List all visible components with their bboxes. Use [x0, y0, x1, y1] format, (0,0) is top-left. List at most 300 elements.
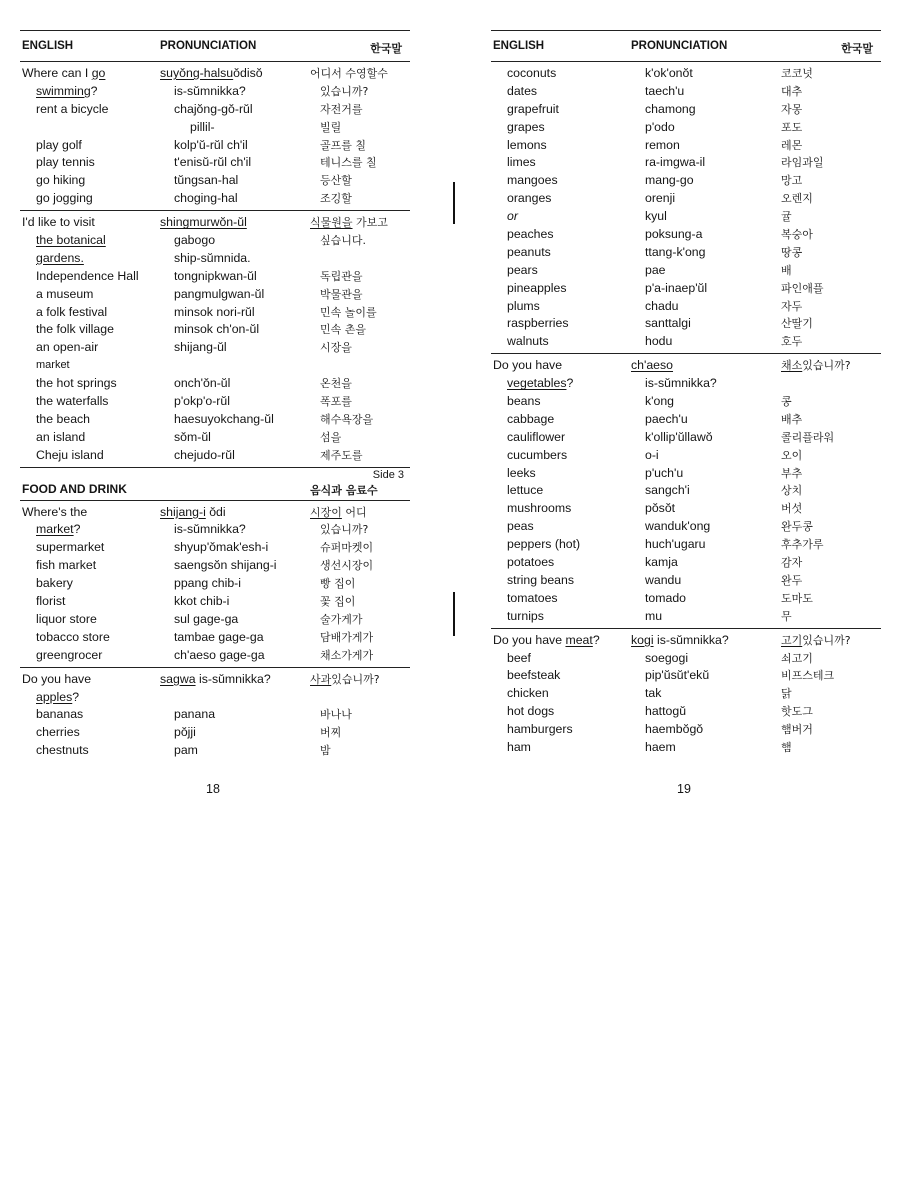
section-vegetables — [491, 353, 881, 627]
english-text: pears — [507, 262, 538, 277]
phrase-row — [491, 244, 881, 262]
korean-text: 박물관을 — [320, 287, 363, 301]
korean-text: 어디서 수영할수 — [310, 67, 388, 80]
pronunciation-text: t'enisŭ-rŭl ch'il — [174, 155, 252, 170]
english-text: fish market — [36, 558, 97, 573]
korean-text: 독립관을 — [320, 269, 363, 283]
korean-text: 슈퍼마켓이 — [320, 541, 374, 555]
korean-text: 레몬 — [781, 138, 803, 152]
english-text: lettuce — [507, 483, 544, 498]
pronunciation-text: poksung-a — [645, 227, 703, 242]
korean-text: 완두콩 — [781, 520, 813, 534]
phrase-row — [20, 214, 410, 232]
korean-text: 완두 — [781, 573, 803, 587]
pronunciation-text: is-sŭmnikka? — [174, 522, 246, 537]
english-text: leeks — [507, 465, 536, 480]
english-text: play tennis — [36, 155, 95, 170]
phrase-row — [491, 721, 881, 739]
korean-text: 조깅할 — [320, 192, 352, 206]
phrase-row — [20, 65, 410, 83]
english-text: vegetables? — [507, 376, 574, 391]
korean-text: 버섯 — [781, 502, 803, 516]
phrase-row — [491, 375, 881, 393]
korean-text: 핫도그 — [781, 705, 813, 719]
korean-text: 식물원을 가보고 — [310, 216, 388, 230]
english-text: plums — [507, 298, 540, 313]
phrase-row — [491, 685, 881, 703]
korean-text: 감자 — [781, 556, 803, 570]
pronunciation-text: haembŏgŏ — [645, 722, 704, 737]
korean-text: 귤 — [781, 210, 792, 224]
korean-text: 자전거를 — [320, 102, 363, 116]
pronunciation-text: tambae gage-ga — [174, 629, 264, 644]
english-text: peaches — [507, 227, 554, 242]
pronunciation-text: haem — [645, 739, 676, 754]
pronunciation-text: chadu — [645, 298, 679, 313]
korean-text: 라임과일 — [781, 156, 824, 170]
phrase-row — [20, 539, 410, 557]
korean-text: 테니스를 칠 — [320, 156, 377, 170]
english-text: rent a bicycle — [36, 101, 109, 116]
left-page — [20, 30, 410, 796]
margin-mark — [453, 592, 455, 636]
pronunciation-text: kogi is-sŭmnikka? — [631, 632, 729, 647]
pronunciation-text: hattogŭ — [645, 704, 687, 719]
pronunciation-text: taech'u — [645, 83, 685, 98]
english-text: gardens. — [36, 250, 84, 265]
phrase-row — [491, 172, 881, 190]
english-text: oranges — [507, 191, 552, 206]
korean-text: 상치 — [781, 484, 803, 498]
phrase-row — [20, 268, 410, 286]
english-text: Where can I go — [22, 66, 106, 80]
phrase-row — [20, 706, 410, 724]
pronunciation-text: ch'aeso gage-ga — [174, 647, 265, 662]
pronunciation-text: wandu — [645, 572, 682, 587]
english-text: peas — [507, 519, 534, 534]
korean-text: 고기있습니까? — [781, 633, 851, 647]
pronunciation-text: pam — [174, 743, 198, 758]
english-text: walnuts — [507, 334, 549, 349]
section-fruits — [491, 61, 881, 353]
english-text: beans — [507, 394, 541, 409]
header-english: ENGLISH — [493, 40, 545, 52]
english-text: I'd like to visit — [22, 215, 95, 230]
phrase-row — [491, 518, 881, 536]
side-label: Side 3 — [372, 468, 404, 481]
phrase-row — [20, 724, 410, 742]
phrase-row — [20, 521, 410, 539]
korean-text: 자몽 — [781, 102, 803, 116]
phrase-row — [20, 137, 410, 155]
english-text: turnips — [507, 608, 544, 623]
english-text: cherries — [36, 725, 80, 740]
english-text: cucumbers — [507, 447, 568, 462]
pronunciation-text: pillil- — [190, 119, 215, 134]
pronunciation-text: mang-go — [645, 173, 694, 188]
pronunciation-text: panana — [174, 707, 216, 722]
pronunciation-text: soegogi — [645, 650, 689, 665]
phrase-row — [20, 557, 410, 575]
phrase-row — [20, 504, 410, 522]
pronunciation-text: tak — [645, 686, 662, 701]
korean-text: 있습니까? — [320, 523, 369, 537]
english-text: dates — [507, 83, 538, 98]
column-headers — [20, 31, 410, 61]
english-text: mushrooms — [507, 501, 572, 516]
section-meat — [491, 628, 881, 759]
pronunciation-text: orenji — [645, 191, 676, 206]
phrase-row — [20, 286, 410, 304]
phrase-row — [491, 154, 881, 172]
english-text: ham — [507, 739, 531, 754]
pronunciation-text: hodu — [645, 334, 673, 349]
phrase-row — [20, 611, 410, 629]
korean-text: 콜리플라워 — [781, 430, 835, 444]
pronunciation-text: minsok nori-rŭl — [174, 304, 255, 319]
pronunciation-text: kamja — [645, 555, 678, 570]
english-text: coconuts — [507, 66, 557, 80]
english-text: a museum — [36, 286, 94, 301]
phrase-row — [491, 65, 881, 83]
english-text: or — [507, 209, 518, 224]
pronunciation-text: chajŏng-gŏ-rŭl — [174, 101, 253, 116]
pronunciation-text: chamong — [645, 101, 696, 116]
korean-text: 담배가게가 — [320, 630, 374, 644]
phrase-row — [491, 119, 881, 137]
phrase-row — [491, 298, 881, 316]
pronunciation-text: p'a-inaep'ŭl — [645, 280, 708, 295]
english-text: string beans — [507, 572, 574, 587]
header-korean: 한국말 — [841, 42, 873, 55]
margin-mark — [453, 182, 455, 224]
english-text: chestnuts — [36, 743, 89, 758]
pronunciation-text: ship-sŭmnida. — [174, 250, 251, 265]
english-text: supermarket — [36, 540, 105, 555]
pronunciation-text: shijang-i ŏdi — [160, 504, 226, 519]
korean-text: 생선시장이 — [320, 559, 374, 573]
phrase-row — [20, 172, 410, 190]
pronunciation-text: wanduk'ong — [645, 519, 711, 534]
english-text: grapefruit — [507, 101, 559, 116]
pronunciation-text: tomado — [645, 590, 687, 605]
phrase-row — [20, 357, 410, 375]
phrase-row — [20, 447, 410, 465]
phrase-row — [20, 339, 410, 357]
korean-text: 산딸기 — [781, 317, 813, 331]
english-text: Cheju island — [36, 447, 104, 462]
korean-text: 채소있습니까? — [781, 359, 851, 373]
english-text: the folk village — [36, 322, 114, 337]
korean-text: 햄버거 — [781, 723, 813, 737]
header-korean: 한국말 — [370, 42, 402, 55]
english-text: swimming? — [36, 83, 98, 98]
english-text: a folk festival — [36, 304, 108, 319]
korean-text: 도마도 — [781, 591, 813, 605]
pronunciation-text: shijang-ŭl — [174, 340, 227, 355]
phrase-row — [20, 593, 410, 611]
phrase-row — [20, 250, 410, 268]
phrase-row — [491, 465, 881, 483]
english-text: hot dogs — [507, 704, 555, 719]
korean-text: 있습니까? — [320, 84, 369, 98]
korean-text: 골프를 칠 — [320, 138, 367, 152]
phrase-row — [491, 280, 881, 298]
english-text: peppers (hot) — [507, 537, 581, 552]
english-text: peanuts — [507, 244, 551, 259]
korean-text: 시장을 — [320, 341, 352, 355]
english-text: market — [36, 359, 70, 372]
phrase-row — [491, 262, 881, 280]
phrase-row — [20, 154, 410, 172]
pronunciation-text: gabogo — [174, 233, 216, 248]
english-text: apples? — [36, 689, 80, 704]
phrase-row — [20, 647, 410, 665]
phrase-row — [491, 357, 881, 375]
pronunciation-text: remon — [645, 137, 680, 152]
korean-text: 꽃 집이 — [320, 595, 356, 609]
phrase-row — [491, 429, 881, 447]
korean-text: 자두 — [781, 299, 803, 313]
korean-text: 채소가게가 — [320, 648, 374, 662]
phrase-row — [20, 232, 410, 250]
phrase-row — [20, 190, 410, 208]
food-drink-heading — [20, 467, 410, 500]
english-text: an open-air — [36, 340, 99, 355]
header-english: ENGLISH — [22, 40, 74, 52]
header-pronunciation: PRONUNCIATION — [160, 40, 257, 52]
phrase-row — [491, 137, 881, 155]
section-apples — [20, 667, 410, 762]
phrase-row — [491, 572, 881, 590]
pronunciation-text: minsok ch'on-ŭl — [174, 322, 260, 337]
korean-text: 무 — [781, 609, 792, 623]
pronunciation-text: mu — [645, 608, 663, 623]
korean-text: 온천을 — [320, 377, 352, 391]
pronunciation-text: pangmulgwan-ŭl — [174, 286, 265, 301]
phrase-row — [491, 393, 881, 411]
korean-text: 민속 놀이를 — [320, 305, 377, 319]
english-text: liquor store — [36, 611, 97, 626]
korean-text: 닭 — [781, 687, 792, 701]
korean-text: 복숭아 — [781, 228, 813, 242]
korean-text: 술가게가 — [320, 612, 363, 626]
korean-text: 빌릴 — [320, 120, 342, 134]
english-text: hamburgers — [507, 722, 573, 737]
english-text: beefsteak — [507, 668, 561, 683]
english-text: Where's the — [22, 504, 88, 519]
korean-text: 버찌 — [320, 726, 342, 740]
korean-text: 배 — [781, 263, 792, 277]
english-text: Do you have — [22, 671, 92, 686]
english-text: Do you have meat? — [493, 632, 600, 647]
phrase-row — [491, 500, 881, 518]
pronunciation-text: kolp'ŭ-rŭl ch'il — [174, 137, 248, 152]
phrase-row — [491, 650, 881, 668]
english-text: bananas — [36, 707, 84, 722]
english-text: an island — [36, 429, 86, 444]
pronunciation-text: suyŏng-halsuŏdisŏ — [160, 66, 263, 80]
pronunciation-text: pae — [645, 262, 666, 277]
korean-text: 후추가루 — [781, 538, 824, 552]
pronunciation-text: onch'ŏn-ŭl — [174, 376, 231, 391]
pronunciation-text: sŏm-ŭl — [174, 429, 211, 444]
phrase-row — [20, 393, 410, 411]
pronunciation-text: p'odo — [645, 119, 675, 134]
pronunciation-text: pip'ŭsŭt'ekŭ — [645, 668, 710, 683]
pronunciation-text: k'ollip'ŭllawŏ — [645, 429, 713, 444]
pronunciation-text: sul gage-ga — [174, 611, 239, 626]
korean-text: 빵 집이 — [320, 577, 356, 591]
korean-text: 부추 — [781, 466, 803, 480]
korean-text: 비프스테크 — [781, 669, 835, 683]
phrase-row — [20, 742, 410, 760]
english-text: go jogging — [36, 191, 93, 206]
korean-text: 사과있습니까? — [310, 672, 380, 686]
english-text: limes — [507, 155, 536, 170]
english-text: the beach — [36, 411, 91, 426]
phrase-row — [491, 208, 881, 226]
column-headers — [491, 31, 881, 61]
korean-text: 햄 — [781, 740, 792, 754]
english-text: the hot springs — [36, 376, 117, 391]
pronunciation-text: sangch'i — [645, 483, 690, 498]
pronunciation-text: ttang-k'ong — [645, 244, 706, 259]
pronunciation-text: choging-hal — [174, 191, 238, 206]
phrase-row — [491, 703, 881, 721]
english-text: Independence Hall — [36, 268, 139, 283]
korean-text: 민속 촌을 — [320, 323, 367, 337]
pronunciation-text: shingmurwŏn-ŭl — [160, 215, 247, 230]
pronunciation-text: p'uch'u — [645, 465, 684, 480]
english-text: market? — [36, 522, 81, 537]
english-text: florist — [36, 594, 66, 609]
pronunciation-text: pŏsŏt — [645, 501, 676, 516]
english-text: the botanical — [36, 233, 106, 248]
pronunciation-text: shyup'ŏmak'esh-i — [174, 540, 269, 555]
pronunciation-text: tongnipkwan-ŭl — [174, 268, 257, 283]
phrase-row — [20, 575, 410, 593]
section-visit — [20, 210, 410, 466]
phrase-row — [491, 739, 881, 757]
phrase-row — [491, 554, 881, 572]
english-text: pineapples — [507, 280, 567, 295]
pronunciation-text: tŭngsan-hal — [174, 173, 239, 188]
english-text: mangoes — [507, 173, 558, 188]
korean-text: 망고 — [781, 174, 803, 188]
phrase-row — [20, 375, 410, 393]
english-text: tobacco store — [36, 629, 110, 644]
korean-text: 등산할 — [320, 174, 352, 188]
english-text: cabbage — [507, 411, 555, 426]
phrase-row — [20, 83, 410, 101]
pronunciation-text: ra-imgwa-il — [645, 155, 706, 170]
page-number: 18 — [206, 782, 220, 796]
english-text: bakery — [36, 576, 73, 591]
korean-text: 쇠고기 — [781, 651, 813, 665]
phrase-row — [20, 119, 410, 137]
korean-text: 시장이 어디 — [310, 505, 367, 519]
korean-text: 땅콩 — [781, 245, 803, 259]
english-text: potatoes — [507, 555, 555, 570]
phrase-row — [491, 333, 881, 351]
phrase-row — [20, 671, 410, 689]
pronunciation-text: ppang chib-i — [174, 576, 241, 591]
right-page — [491, 30, 881, 796]
pronunciation-text: ch'aeso — [631, 358, 674, 373]
phrase-row — [491, 536, 881, 554]
korean-text: 포도 — [781, 120, 803, 134]
phrase-row — [491, 590, 881, 608]
pronunciation-text: haesuyokchang-ŭl — [174, 411, 274, 426]
english-text: play golf — [36, 137, 82, 152]
korean-text: 밤 — [320, 744, 331, 758]
phrase-row — [491, 411, 881, 429]
pronunciation-text: sagwa is-sŭmnikka? — [160, 671, 271, 686]
phrase-row — [20, 411, 410, 429]
pronunciation-text: paech'u — [645, 411, 688, 426]
phrase-row — [20, 304, 410, 322]
phrase-row — [491, 101, 881, 119]
english-text: lemons — [507, 137, 547, 152]
korean-text: 폭포를 — [320, 395, 352, 409]
food-drink-title: FOOD AND DRINK — [22, 481, 127, 496]
korean-text: 싶습니다. — [320, 234, 367, 248]
section-market — [20, 500, 410, 667]
phrase-row — [20, 101, 410, 119]
pronunciation-text: santtalgi — [645, 316, 691, 331]
header-pronunciation: PRONUNCIATION — [631, 40, 728, 52]
pronunciation-text: k'ok'onŏt — [645, 66, 693, 80]
pronunciation-text: o-i — [645, 447, 659, 462]
phrase-row — [491, 667, 881, 685]
korean-text: 오렌지 — [781, 192, 813, 206]
pronunciation-text: k'ong — [645, 394, 675, 409]
korean-text: 배추 — [781, 412, 803, 426]
english-text: beef — [507, 650, 531, 665]
korean-text: 제주도를 — [320, 448, 363, 462]
pronunciation-text: is-sŭmnikka? — [174, 83, 246, 98]
english-text: go hiking — [36, 173, 86, 188]
korean-text: 바나나 — [320, 708, 352, 722]
pronunciation-text: chejudo-rŭl — [174, 447, 235, 462]
korean-text: 코코넛 — [781, 67, 813, 80]
pronunciation-text: kkot chib-i — [174, 594, 230, 609]
page-number: 19 — [677, 782, 691, 796]
phrase-row — [491, 226, 881, 244]
pronunciation-text: kyul — [645, 209, 667, 224]
english-text: Do you have — [493, 358, 563, 373]
korean-text: 대추 — [781, 84, 803, 98]
phrase-row — [491, 83, 881, 101]
english-text: chicken — [507, 686, 549, 701]
korean-text: 콩 — [781, 395, 792, 409]
english-text: raspberries — [507, 316, 569, 331]
phrase-row — [491, 315, 881, 333]
english-text: grapes — [507, 119, 545, 134]
english-text: tomatoes — [507, 590, 558, 605]
pronunciation-text: is-sŭmnikka? — [645, 376, 717, 391]
phrase-row — [491, 632, 881, 650]
english-text: the waterfalls — [36, 394, 109, 409]
english-text: greengrocer — [36, 647, 103, 662]
phrase-row — [20, 321, 410, 339]
food-drink-korean: 음식과 음료수 — [310, 483, 378, 497]
pronunciation-text: pŏjji — [174, 725, 196, 740]
phrase-row — [491, 447, 881, 465]
phrase-row — [20, 689, 410, 707]
phrase-row — [491, 608, 881, 626]
